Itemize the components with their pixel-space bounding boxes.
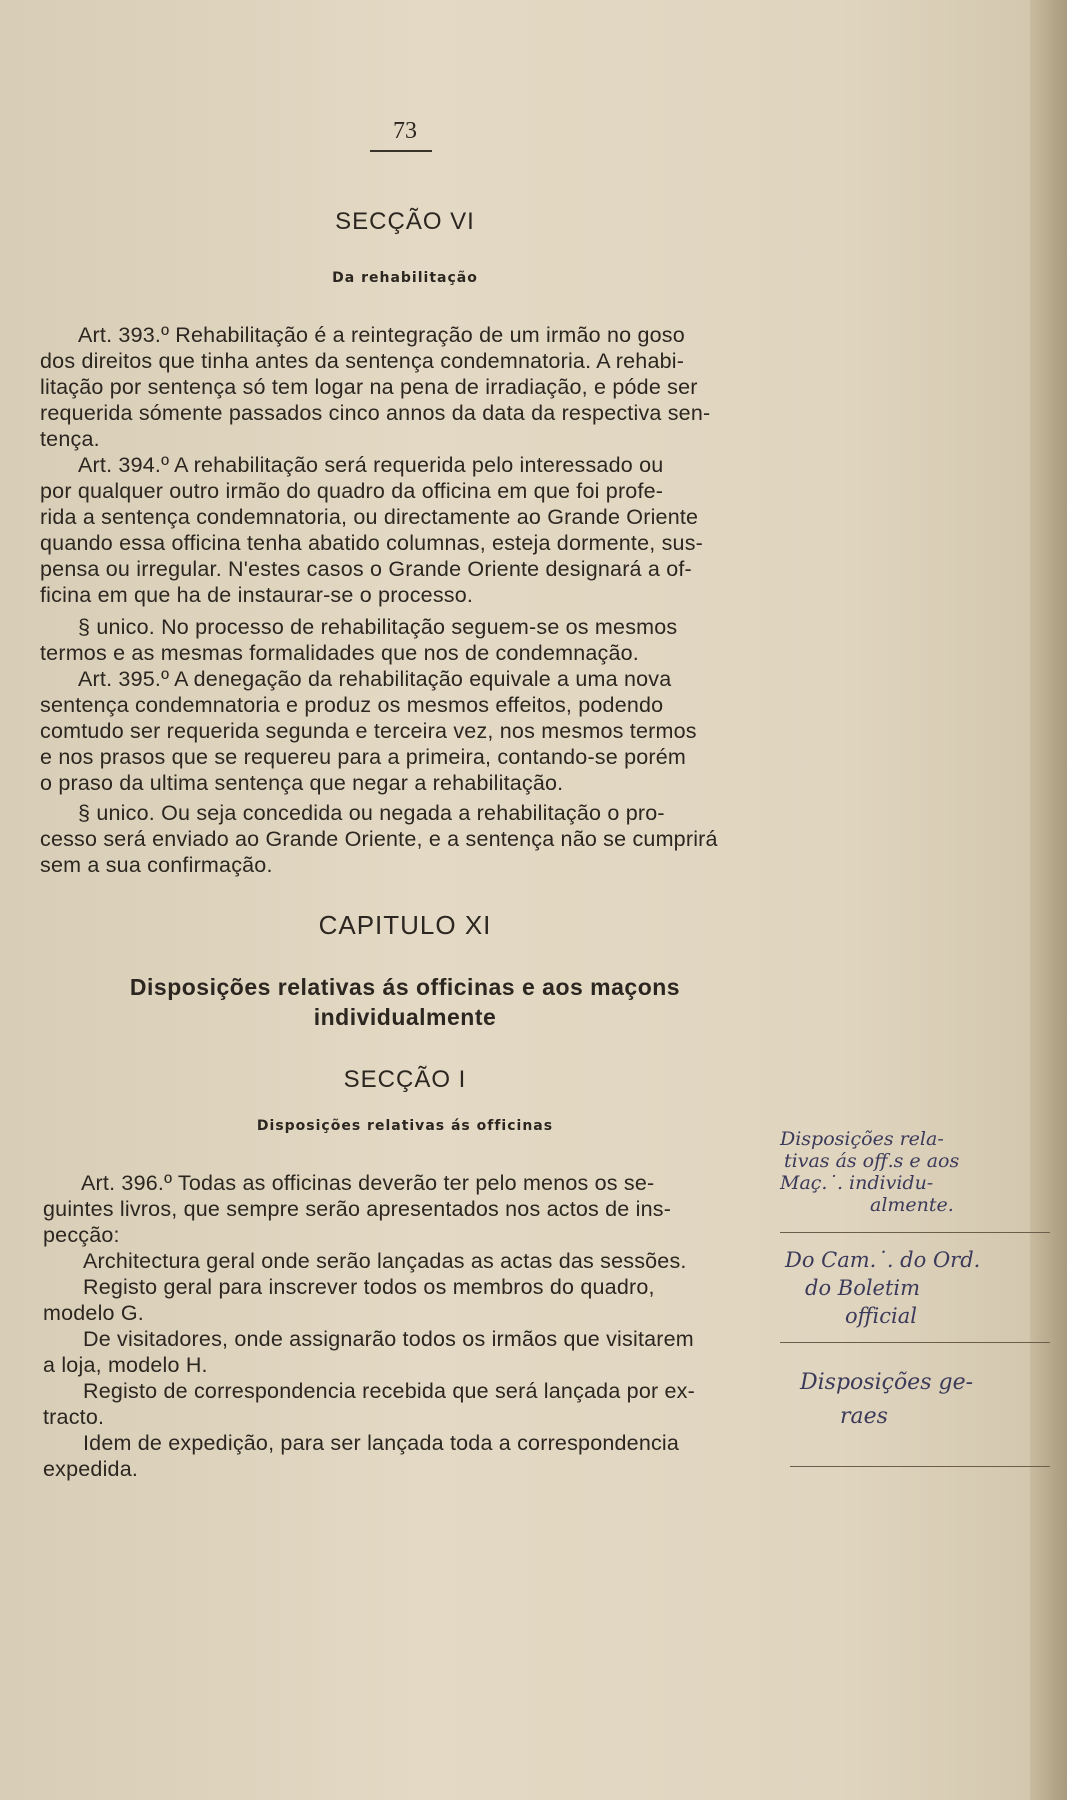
text-line: ficina em que ha de instaurar-se o processo. (40, 583, 474, 607)
chapter-title-line: individualmente (313, 1004, 497, 1030)
text-line: comtudo ser requerida segunda e terceira vez, nos mesmos termos (40, 719, 697, 743)
text-line: Idem de expedição, para ser lançada toda a correspondencia (83, 1431, 680, 1455)
text-line: termos e as mesmas formalidades que nos de condemnação. (40, 641, 639, 665)
margin-note-3 (800, 1366, 973, 1434)
text-line: Registo geral para inscrever todos os membros do quadro, (83, 1275, 655, 1299)
text-line: cesso será enviado ao Grande Oriente, e a sentença não se cumprirá (40, 827, 718, 851)
margin-note-1 (780, 1128, 959, 1216)
note-line: do Boletim (805, 1276, 921, 1300)
chapter-title-line: Disposições relativas ás officinas e aos maçons (129, 974, 681, 1000)
note-line: Disposições rela- (780, 1128, 944, 1150)
text-line: § unico. No processo de rehabilitação seguem-se os mesmos (78, 615, 678, 639)
text-line: por qualquer outro irmão do quadro da officina em que foi profe- (40, 479, 664, 503)
art-395-unico (40, 800, 760, 878)
note-line: almente. (870, 1194, 954, 1216)
text-line: sentença condemnatoria e produz os mesmos effeitos, podendo (40, 693, 664, 717)
art-394-unico (40, 614, 760, 666)
text-line: Art. 395.º A denegação da rehabilitação equivale a uma nova (78, 667, 672, 691)
text-line: Art. 396.º Todas as officinas deverão ter pelo menos os se- (81, 1171, 655, 1195)
margin-rule (790, 1466, 1050, 1467)
section-i-subheading: Disposições relativas ás officinas (256, 1118, 554, 1134)
text-line: rida a sentença condemnatoria, ou directamente ao Grande Oriente (40, 505, 699, 529)
text-line: pensa ou irregular. N'estes casos o Grande Oriente designará a of- (40, 557, 692, 581)
text-line: tença. (40, 427, 100, 451)
page-number: 73 (393, 118, 417, 144)
art-394 (40, 452, 760, 608)
text-line: Art. 393.º Rehabilitação é a reintegração de um irmão no goso (78, 323, 685, 347)
note-line: Do Cam.˙. do Ord. (785, 1248, 981, 1272)
text-line: guintes livros, que sempre serão apresentados nos actos de ins- (43, 1197, 672, 1221)
text-line: § unico. Ou seja concedida ou negada a rehabilitação o pro- (78, 801, 665, 825)
note-line: Maç.˙. individu- (780, 1172, 934, 1194)
section-vi-heading: SECÇÃO VI (335, 208, 475, 235)
text-line: e nos prasos que se requereu para a primeira, contando-se porém (40, 745, 687, 769)
text-line: a loja, modelo H. (43, 1353, 208, 1377)
page-edge (1030, 0, 1067, 1800)
text-line: pecção: (43, 1223, 120, 1247)
text-line: sem a sua confirmação. (40, 853, 273, 877)
text-line: De visitadores, onde assignarão todos os irmãos que visitarem (83, 1327, 694, 1351)
note-line: tivas ás off.s e aos (784, 1150, 960, 1172)
text-line: Architectura geral onde serão lançadas as actas das sessões. (83, 1249, 687, 1273)
note-line: Disposições ge- (800, 1370, 974, 1395)
note-line: raes (840, 1404, 888, 1429)
chapter-xi-title (40, 972, 770, 1032)
art-395 (40, 666, 760, 796)
section-i-heading: SECÇÃO I (343, 1066, 467, 1093)
text-line: Art. 394.º A rehabilitação será requerida pelo interessado ou (78, 453, 664, 477)
text-line: dos direitos que tinha antes da sentença condemnatoria. A rehabi- (40, 349, 685, 373)
text-line: expedida. (43, 1457, 139, 1481)
text-line: Registo de correspondencia recebida que será lançada por ex- (83, 1379, 695, 1403)
text-line: litação por sentença só tem logar na pena de irradiação, e póde ser (40, 375, 698, 399)
text-line: tracto. (43, 1405, 105, 1429)
text-line: modelo G. (43, 1301, 144, 1325)
text-line: requerida sómente passados cinco annos da data da respectiva sen- (40, 401, 711, 425)
margin-rule (780, 1232, 1050, 1233)
note-line: official (845, 1304, 917, 1328)
margin-note-2 (785, 1246, 980, 1330)
section-vi-subheading: Da rehabilitação (332, 270, 478, 286)
margin-rule (780, 1342, 1050, 1343)
book-list (43, 1248, 763, 1482)
art-393 (40, 322, 760, 452)
page-number-rule (370, 150, 432, 152)
text-line: o praso da ultima sentença que negar a rehabilitação. (40, 771, 564, 795)
art-396 (43, 1170, 763, 1248)
text-line: quando essa officina tenha abatido columnas, esteja dormente, sus- (40, 531, 703, 555)
chapter-xi-heading: CAPITULO XI (318, 910, 492, 940)
